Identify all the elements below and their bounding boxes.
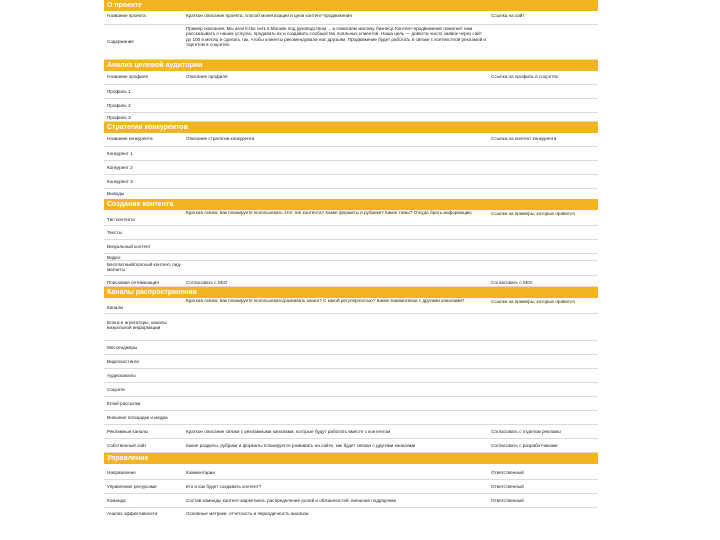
- cell-label: Визуальный контент: [107, 244, 151, 249]
- table-row: [104, 226, 598, 240]
- section-header-audience: Анализ целевой аудитории: [104, 60, 598, 71]
- cell-label: Поисковая оптимизация: [107, 280, 159, 285]
- column-header: Ссылки на примеры, которые нравятся: [491, 299, 575, 304]
- column-header: Краткая схема: Как планируете использовать этот тип контента? Какие форматы и рубрики? Какие темы? Откуда брать информацию: [186, 210, 472, 215]
- cell-description: Согласовать с SEO: [186, 280, 228, 285]
- section-header-content: Создание контента: [104, 199, 598, 210]
- cell-description: Краткое описание проекта, способ монетизации и цели контент-продвижения: [186, 13, 352, 18]
- cell-label: Соцсети: [107, 387, 125, 392]
- table-header-row: [104, 464, 598, 480]
- cell-owner: Ответственный: [491, 484, 524, 489]
- cell-label: Конкурент 2: [107, 165, 133, 170]
- table-row: [104, 369, 598, 383]
- cell-label: Название конкурента: [107, 136, 153, 141]
- table-row: [104, 439, 598, 453]
- cell-description: Какие разделы, рубрики и форматы планируется развивать на сайте, как будет связан с другими каналами: [186, 443, 416, 448]
- cell-description: Краткое описание связки с рекламными каналами, которые будут работать вместе с контентом: [186, 429, 391, 434]
- cell-link: Согласовать с SEO: [491, 280, 533, 285]
- cell-label: Видеохостинги: [107, 359, 139, 364]
- table-row: [104, 411, 598, 425]
- table-row: [104, 113, 598, 122]
- table-row: [104, 494, 598, 508]
- table-row: [104, 341, 598, 355]
- cell-owner: Ответственный: [491, 498, 524, 503]
- table-header-row: [104, 298, 598, 314]
- table-row: [104, 261, 598, 276]
- column-header: Тип контента: [107, 217, 135, 222]
- cell-label: Анализ эффективности: [107, 511, 158, 516]
- cell-description: Состав команды контент-маркетинга, распределение ролей и обязанностей, внешние подрядчики: [186, 498, 397, 503]
- column-header: Направление: [107, 470, 136, 475]
- table-row: [104, 397, 598, 411]
- table-row: [104, 175, 598, 189]
- cell-label: Профиль 3: [107, 115, 131, 120]
- cell-label: Блоги и агрегаторы, каналы визуальной информации: [107, 320, 167, 331]
- cell-label: Команда: [107, 498, 126, 503]
- table-row: [104, 11, 598, 25]
- cell-description: Описание стратегии конкурента: [186, 136, 255, 141]
- table-row: [104, 99, 598, 113]
- column-header: Ответственный: [491, 470, 524, 475]
- section-header-competitors: Стратегии конкурентов: [104, 122, 598, 133]
- table-row: [104, 425, 598, 439]
- cell-label: Мессенджеры: [107, 345, 138, 350]
- cell-label: Управление ресурсами: [107, 484, 157, 489]
- cell-label: Профиль 2: [107, 103, 131, 108]
- table-row: [104, 508, 598, 519]
- cell-label: Профиль 1: [107, 89, 131, 94]
- cell-label: Название профиля: [107, 74, 148, 79]
- cell-description: Основные метрики, отчетность и периодичность анализа: [186, 511, 309, 516]
- cell-link: Ссылка на контент конкурента: [491, 136, 557, 141]
- cell-label: Аудиоканалы: [107, 373, 136, 378]
- cell-description: Описание профиля: [186, 74, 228, 79]
- table-row: [104, 383, 598, 397]
- table-row: [104, 25, 598, 60]
- cell-label: Тексты: [107, 230, 122, 235]
- column-header: Каналы: [107, 305, 124, 310]
- table-row: [104, 71, 598, 85]
- table-row: [104, 147, 598, 161]
- cell-description: Пример описания: Мы агентство net1 в Москве под руководством ... и помогаем малому бизнесу. Контент-продвижение помогает нам рассказывать о наших услугах, продавать их и создавать сообщество лояльных клиентов. Наша цель — довести число заявок через сайт до 100 в месяц и сделать так, чтобы клиенты рекомендовали нас друзьям. Продвижение будет работать в связке с контекстной рекламой и таргетом в соцсетях.: [186, 26, 487, 48]
- table-row: [104, 85, 598, 99]
- table-header-row: [104, 210, 598, 226]
- table-row: [104, 133, 598, 147]
- cell-link: Согласовать с отделом рекламы: [491, 429, 561, 434]
- column-header: Ссылки на примеры, которые нравятся: [491, 211, 575, 216]
- table-row: [104, 161, 598, 175]
- section-header-channels: Каналы распространения: [104, 287, 598, 298]
- table-row: [104, 480, 598, 494]
- conclusions-label: Выводы: [107, 191, 125, 196]
- cell-link: Ссылка на сайт: [491, 13, 525, 18]
- cell-label: Бесплатный/платный контент, лид-магниты: [107, 262, 182, 273]
- cell-label: Видео: [107, 255, 121, 260]
- cell-link: Согласовать с разработчиками: [491, 443, 558, 448]
- table-row: [104, 254, 598, 261]
- cell-link: Ссылка на профиль в соцсетях: [491, 74, 558, 79]
- cell-label: Собственный сайт: [107, 443, 147, 448]
- table-row: [104, 314, 598, 341]
- table-row: [104, 240, 598, 254]
- cell-label: Содержание: [107, 39, 134, 44]
- column-header: Краткая схема: Как планируете использовать/развивать канал? С какой регулярностью? Какие взаимосвязи с другими каналами?: [186, 298, 465, 303]
- cell-label: Конкурент 1: [107, 151, 133, 156]
- cell-description: Кто и как будет создавать контент?: [186, 484, 262, 489]
- cell-label: Название проекта: [107, 13, 146, 18]
- cell-label: Внешние площадки и медиа: [107, 415, 168, 420]
- table-row: [104, 276, 598, 287]
- section-header-about: О проекте: [104, 0, 598, 11]
- table-row: [104, 355, 598, 369]
- cell-label: Email-рассылки: [107, 401, 141, 406]
- content-strategy-sheet: [104, 0, 598, 519]
- column-header: Комментарии: [186, 470, 215, 475]
- cell-label: Конкурент 3: [107, 179, 133, 184]
- section-header-management: Управление: [104, 453, 598, 464]
- cell-label: Рекламные каналы: [107, 429, 149, 434]
